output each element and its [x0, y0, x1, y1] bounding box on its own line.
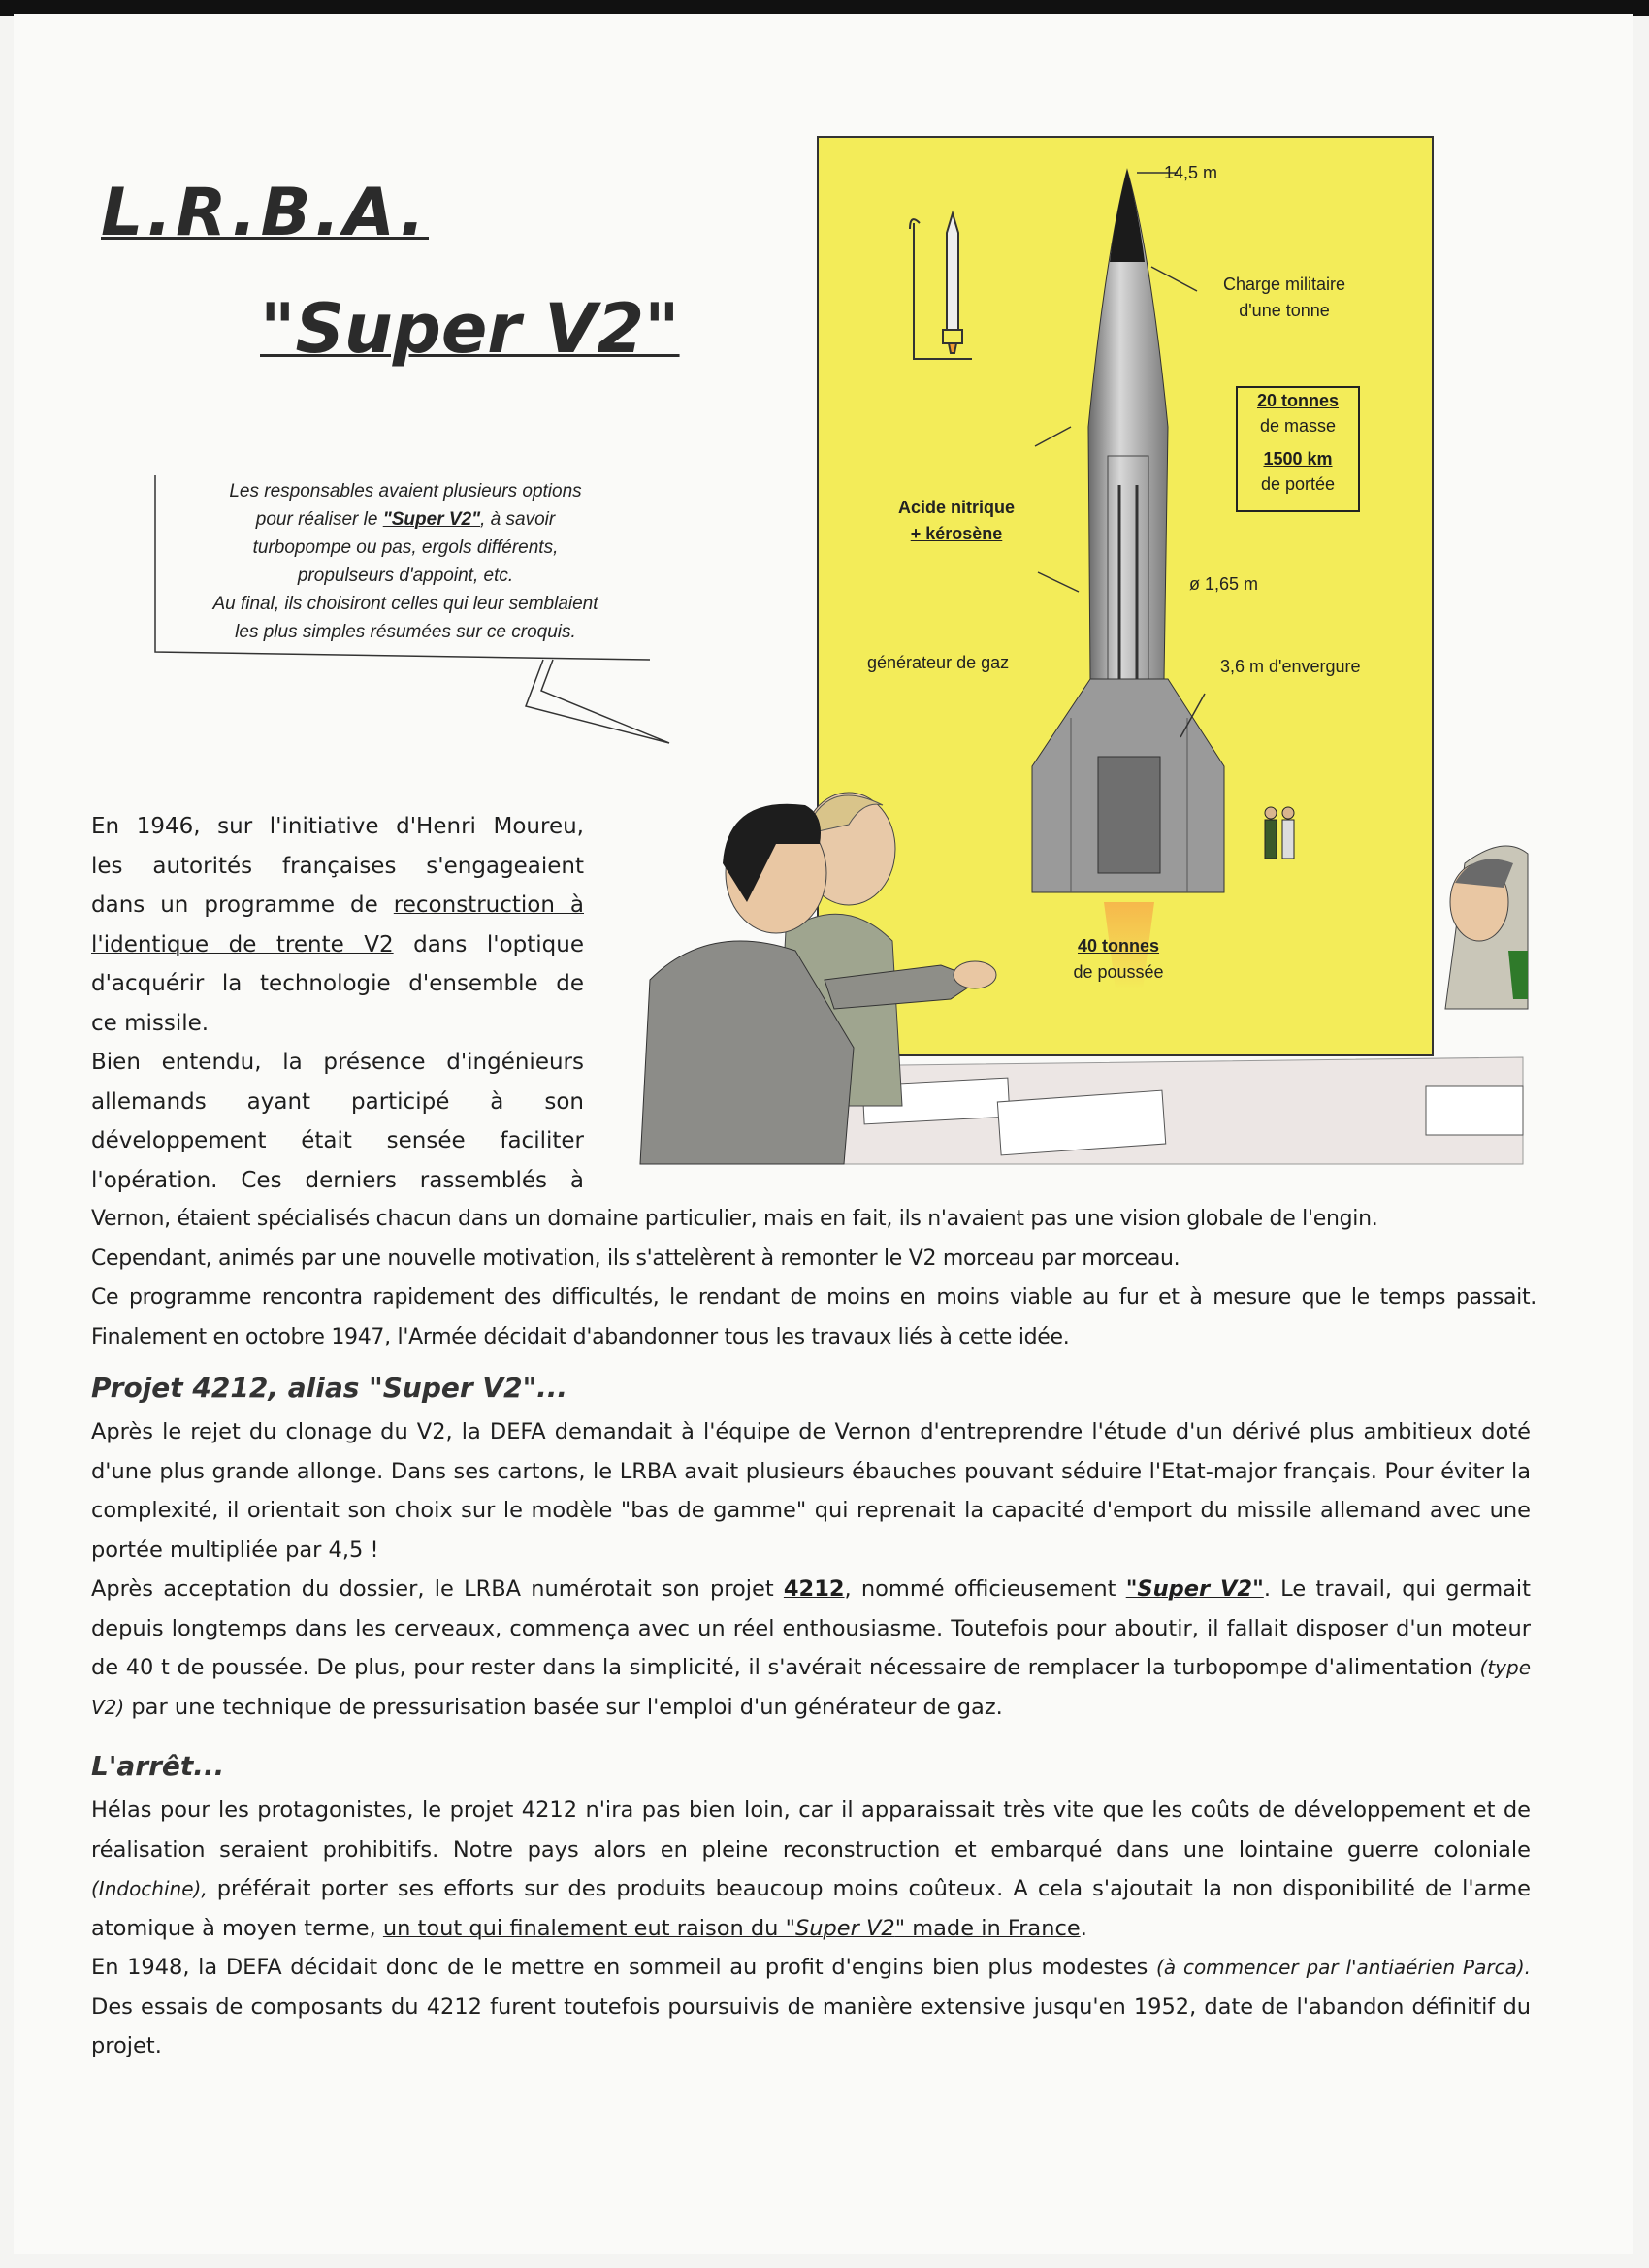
section-project-4212: Après le rejet du clonage du V2, la DEFA demandait à l'équipe de Vernon d'entreprendre l'étude d'un dérivé plus ambitieux doté d'une plus grande allonge. Dans ses cartons, le LRBA avait plusieurs ébauches pouvant séduire l'Etat-major français. Pour éviter la complexité, il orientait son choix sur le modèle "bas de gamme" qui reprenait la capacité d'emport du missile allemand avec une portée multipliée par 4,5 ! Après acceptation du dossier, le LRBA numérotait son projet 4212, nommé officieusement "Super V2". Le travail, qui germait depuis longtemps dans les cerveaux, commença avec un réel enthousiasme. Toutefois pour aboutir, il fallait disposer d'un moteur de 40 t de poussée. De plus, pour rester dans la simplicité, il s'avérait nécessaire de remplacer la turbopompe d'alimentation (type V2) par une technique de pressurisation basée sur l'emploi d'un générateur de gaz.	[91, 1419, 1531, 1720]
intro-column: En 1946, sur l'initiative d'Henri Moureu, les autorités françaises s'engageaient dans un programme de reconstruction à l'identique de trente V2 dans l'optique d'acquérir la technologie d'ensemble de ce missile. Bien entendu, la présence d'ingénieurs allemands ayant participé à son développement était sensée faciliter l'opération. Ces derniers rassemblés à	[91, 814, 584, 1193]
intro-full-width: Vernon, étaient spécialisés chacun dans un domaine particulier, mais en fait, ils n'avaient pas une vision globale de l'engin. Cependant, animés par une nouvelle motivation, ils s'attelèrent à remonter le V2 morceau par morceau. Ce programme rencontra rapidement des difficultés, le rendant de moins en moins viable au fur et à mesure que le temps passait. Finalement en octobre 1947, l'Armée décidait d'abandonner tous les travaux liés à cette idée.	[91, 1207, 1536, 1349]
label-height: 14,5 m	[1164, 163, 1218, 182]
title-lrba: L.R.B.A.	[101, 175, 429, 251]
section-arret: Hélas pour les protagonistes, le projet 4212 n'ira pas bien loin, car il apparaissait très vite que les coûts de développement et de réalisation seraient prohibitifs. Notre pays alors en pleine reconstruction et embarqué dans une lointaine guerre coloniale (Indochine), préférait porter ses efforts sur des produits beaucoup moins coûteux. A cela s'ajoutait la non disponibilité de l'arme atomique à moyen terme, un tout qui finalement eut raison du "Super V2" made in France. En 1948, la DEFA décidait donc de le mettre en sommeil au profit d'engins bien plus modestes (à commencer par l'antiaérien Parca). Des essais de composants du 4212 furent toutefois poursuivis de manière extensive jusqu'en 1952, date de l'abandon définitif du projet.	[91, 1798, 1531, 2058]
label-propellant: Acide nitrique + kérosène	[897, 498, 1015, 543]
label-gas-generator: générateur de gaz	[867, 653, 1010, 672]
label-diameter: ø 1,65 m	[1189, 574, 1259, 594]
label-warhead: Charge militaire d'une tonne	[1222, 275, 1346, 320]
heading-arret: L'arrêt...	[91, 1750, 225, 1782]
launch-pad-icon	[910, 213, 972, 359]
heading-project-4212: Projet 4212, alias "Super V2"...	[91, 1372, 568, 1404]
engineers-illustration	[630, 757, 1533, 1174]
speech-bubble-text: Les responsables avaient plusieurs options pour réaliser le "Super V2", à savoir turbopompe ou pas, ergols différents, propulseurs d'appoint, etc. Au final, ils choisiront celles qui leur semblaient les plus simples résumées sur ce croquis.	[212, 481, 598, 642]
label-thrust: 40 tonnes de poussée	[1073, 936, 1164, 982]
label-span: 3,6 m d'envergure	[1220, 657, 1361, 676]
specs-box: 20 tonnes de masse 1500 km de portée	[1236, 386, 1360, 512]
title-super-v2: "Super V2"	[260, 289, 680, 369]
